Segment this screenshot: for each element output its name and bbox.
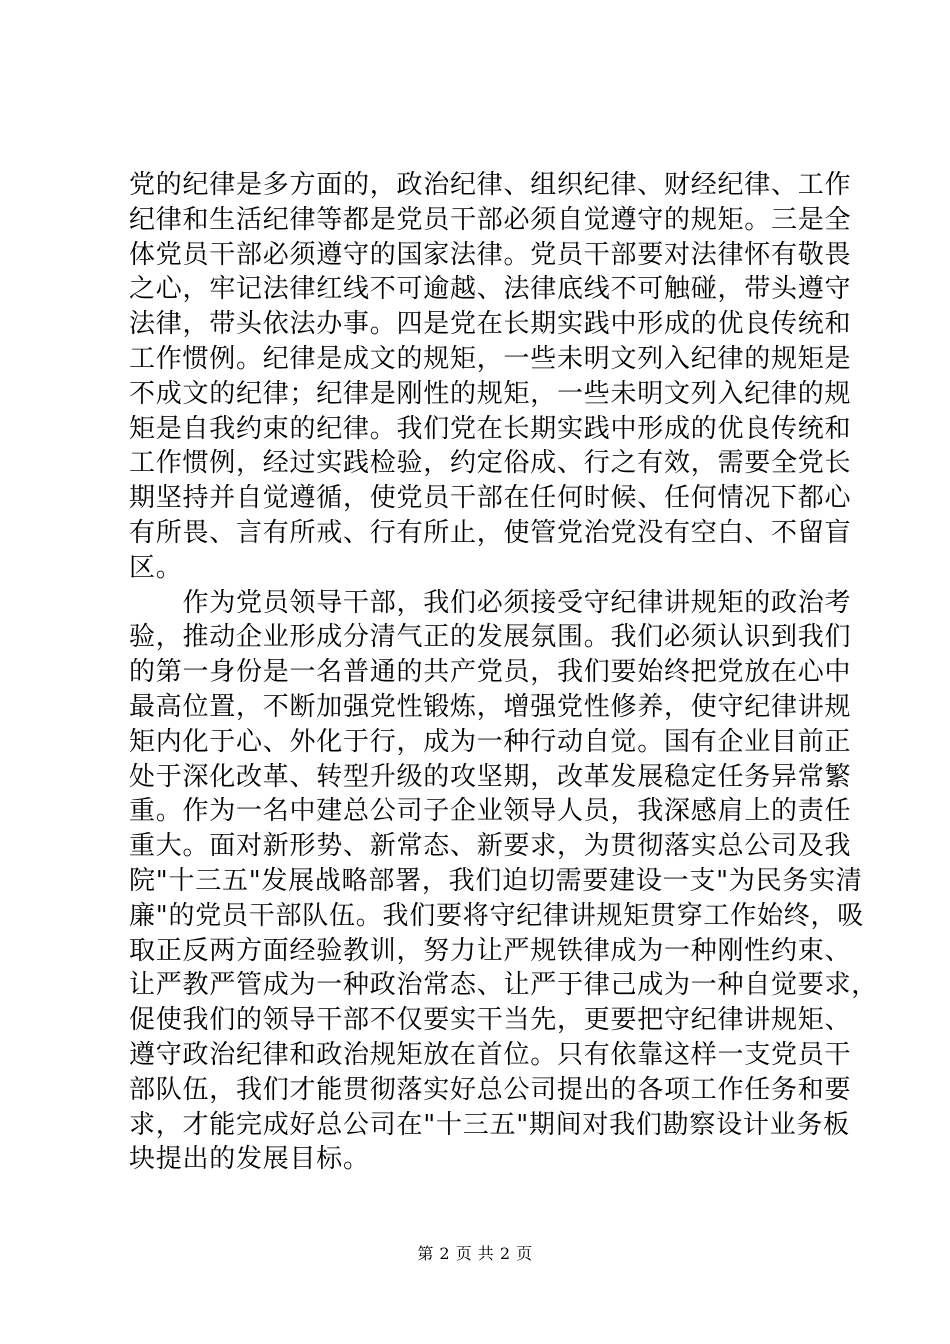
text-line: 最高位置，不断加强党性锻炼，增强党性修养，使守纪律讲规 [129,691,852,722]
text-line: 院"十三五"发展战略部署，我们迫切需要建设一支"为民务实清 [129,865,863,896]
text-line: 区。 [129,552,183,583]
text-line: 块提出的发展目标。 [129,1144,370,1175]
text-line: 工作惯例。纪律是成文的规矩，一些未明文列入纪律的规矩是 [129,343,852,374]
text-line: 促使我们的领导干部不仅要实干当先，更要把守纪律讲规矩、 [129,1005,852,1036]
text-line: 党的纪律是多方面的，政治纪律、组织纪律、财经纪律、工作 [129,170,852,200]
text-line: 纪律和生活纪律等都是党员干部必须自觉遵守的规矩。三是全 [129,204,852,235]
text-line: 遵守政治纪律和政治规矩放在首位。只有依靠这样一支党员干 [129,1039,852,1070]
text-line: 之心，牢记法律红线不可逾越、法律底线不可触碰，带头遵守 [129,274,852,305]
text-line: 矩内化于心、外化于行，成为一种行动自觉。国有企业目前正 [129,726,852,757]
text-line: 求，才能完成好总公司在"十三五"期间对我们勘察设计业务板 [129,1109,850,1140]
text-line: 体党员干部必须遵守的国家法律。党员干部要对法律怀有敬畏 [129,239,852,270]
text-line: 期坚持并自觉遵循，使党员干部在任何时候、任何情况下都心 [129,483,852,514]
text-line: 处于深化改革、转型升级的攻坚期，改革发展稳定任务异常繁 [129,761,852,792]
text-line: 取正反两方面经验教训，努力让严规铁律成为一种刚性约束、 [129,935,852,966]
text-line: 工作惯例，经过实践检验，约定俗成、行之有效，需要全党长 [129,448,852,479]
text-line: 验，推动企业形成分清气正的发展氛围。我们必须认识到我们 [129,622,852,653]
text-line: 法律，带头依法办事。四是党在长期实践中形成的优良传统和 [129,309,852,340]
text-line: 不成文的纪律；纪律是刚性的规矩，一些未明文列入纪律的规 [129,378,852,409]
text-line: 重。作为一名中建总公司子企业领导人员，我深感肩上的责任 [129,796,852,827]
page-number-label: 第 2 页 共 2 页 [417,1244,533,1263]
text-line: 部队伍，我们才能贯彻落实好总公司提出的各项工作任务和要 [129,1074,852,1105]
body-text [129,168,879,1177]
text-line: 作为党员领导干部，我们必须接受守纪律讲规矩的政治考 [129,587,852,618]
page-footer [0,1244,950,1264]
text-line: 的第一身份是一名普通的共产党员，我们要始终把党放在心中 [129,657,852,688]
text-line: 矩是自我约束的纪律。我们党在长期实践中形成的优良传统和 [129,413,852,444]
text-line: 重大。面对新形势、新常态、新要求，为贯彻落实总公司及我 [129,831,852,862]
text-line: 有所畏、言有所戒、行有所止，使管党治党没有空白、不留盲 [129,517,852,548]
text-line: 让严教严管成为一种政治常态、让严于律己成为一种自觉要求， [129,970,879,1001]
text-line: 廉"的党员干部队伍。我们要将守纪律讲规矩贯穿工作始终，吸 [129,900,864,931]
